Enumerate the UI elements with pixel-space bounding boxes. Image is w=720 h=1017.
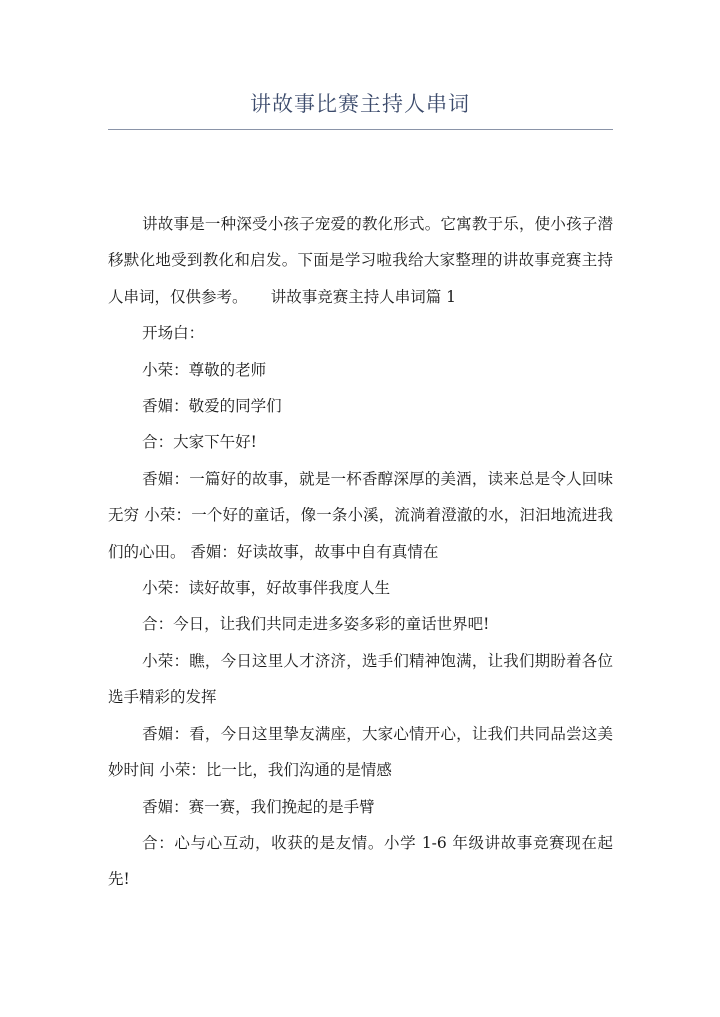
paragraph-line: 合：今日，让我们共同走进多姿多彩的童话世界吧! xyxy=(142,615,490,634)
paragraph-line: 小荣：读好故事，好故事伴我度人生 xyxy=(142,579,391,598)
paragraph-line: 香媚：看，今日这里挚友满座，大家心情开心，让我们共同品尝这美妙时间 小荣：比一比，我们沟通的是情感 xyxy=(108,724,613,780)
paragraph-line: 合：大家下午好! xyxy=(142,433,257,452)
paragraph-line: 香媚：一篇好的故事，就是一杯香醇深厚的美酒，读来总是令人回味无穷 小荣：一个好的童话，像一条小溪，流淌着澄澈的水，汩汩地流进我们的心田。 香媚：好读故事，故事中自有真情在 xyxy=(108,469,613,561)
paragraph-line: 小荣：瞧，今日这里人才济济，选手们精神饱满，让我们期盼着各位选手精彩的发挥 xyxy=(108,651,613,707)
paragraph-line: 香媚：敬爱的同学们 xyxy=(142,397,282,416)
title-divider xyxy=(108,129,613,130)
document-body xyxy=(108,206,613,898)
paragraph-opening-label: 开场白： xyxy=(142,324,205,343)
paragraph-line: 小荣：尊敬的老师 xyxy=(142,360,267,379)
paragraph-intro: 讲故事是一种深受小孩子宠爱的教化形式。它寓教于乐，使小孩子潜移默化地受到教化和启发。下面是学习啦我给大家整理的讲故事竞赛主持人串词，仅供参考。 讲故事竞赛主持人串词篇 1 xyxy=(108,215,613,306)
paragraph-line: 合：心与心互动，收获的是友情。小学 1-6 年级讲故事竞赛现在起先! xyxy=(108,833,613,889)
paragraph-line: 香媚：赛一赛，我们挽起的是手臂 xyxy=(142,797,375,816)
document-title: 讲故事比赛主持人串词 xyxy=(250,92,470,116)
